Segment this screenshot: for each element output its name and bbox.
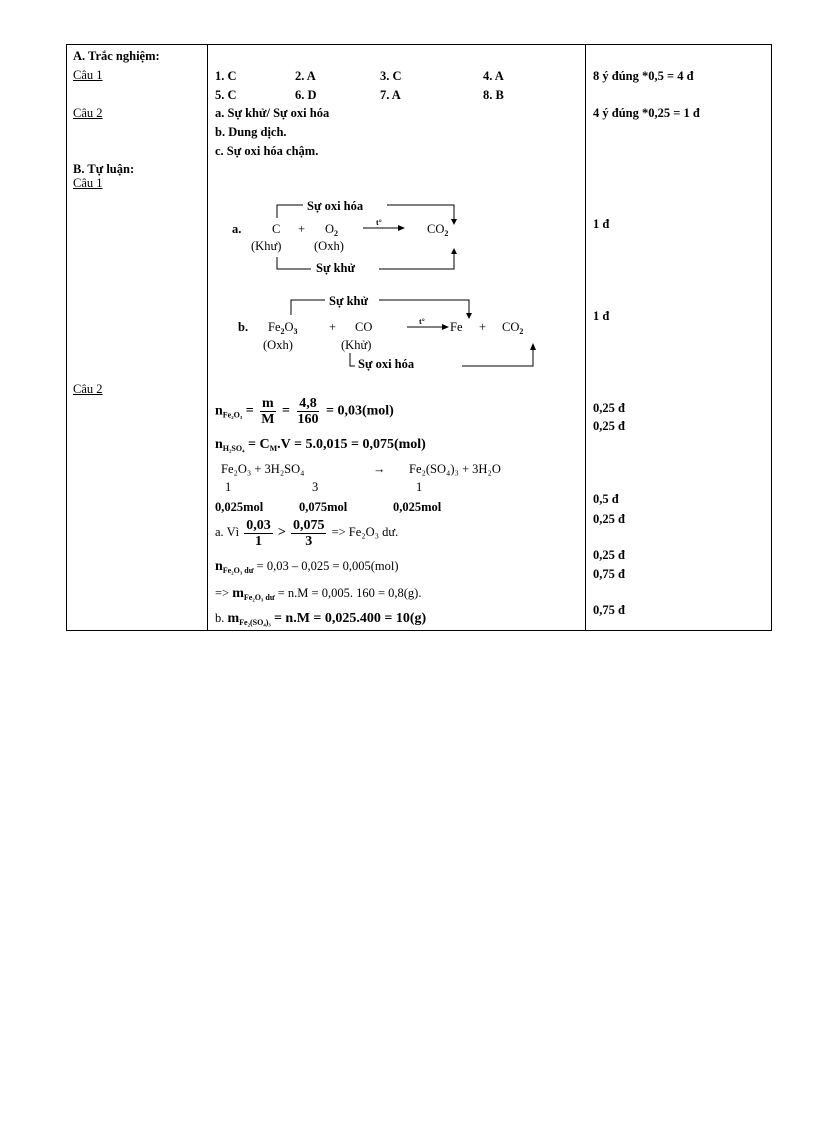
- calc-equation-right: Fe₂(SO₄)₃ + 3H₂O: [409, 462, 501, 476]
- reaction-b-fe2o3: $Fe_2O_3$: [268, 320, 298, 336]
- mc-answer: 4. A: [483, 69, 504, 83]
- calc-coef: 3: [312, 480, 319, 494]
- reaction-a-oxidation-label: Sự oxi hóa: [307, 199, 364, 213]
- score: 8 ý đúng *0,5 = 4 đ: [593, 69, 694, 83]
- reaction-b-plus: +: [329, 320, 337, 334]
- score: 0,25 đ: [593, 512, 625, 526]
- reaction-a-o2: $O_2$: [325, 222, 339, 238]
- reaction-a-khu: (Khư): [251, 239, 282, 253]
- score: 1 đ: [593, 309, 610, 323]
- section-a-cau1: Câu 1: [73, 68, 103, 82]
- reaction-a-co2: $CO_2$: [427, 222, 449, 238]
- score: 1 đ: [593, 217, 610, 231]
- calc-n-fe2o3: $n_{Fe_2O_3}$ = $\frac{m}{M}$ = $\frac{4,8}{160}$ = 0,03(mol): [215, 396, 394, 427]
- reaction-b-khu: (Khử): [341, 338, 372, 352]
- redox-arrows-b: [67, 45, 773, 632]
- calc-equation-arrow: →: [373, 462, 386, 476]
- calc-moles: 0,025mol: [393, 500, 442, 514]
- reaction-a-reduction-label: Sự khử: [316, 261, 355, 275]
- mc-answer: 1. C: [215, 69, 237, 83]
- calc-equation-left: Fe₂O₃ + 3H₂SO₄: [221, 462, 305, 476]
- calc-coef: 1: [416, 480, 423, 494]
- section-a-title: A. Trắc nghiệm:: [73, 49, 160, 63]
- reaction-b-co2: $CO_2$: [502, 320, 524, 336]
- score: 0,5 đ: [593, 492, 619, 506]
- reaction-b-heat: t°: [419, 317, 425, 326]
- mc-answer: 6. D: [295, 88, 317, 102]
- fill-answer: a. Sự khử/ Sự oxi hóa: [215, 106, 330, 120]
- mc-answer: 2. A: [295, 69, 316, 83]
- calc-moles: 0,025mol: [215, 500, 264, 514]
- score: 0,75 đ: [593, 567, 625, 581]
- fill-answer: b. Dung dịch.: [215, 125, 287, 139]
- score: 4 ý đúng *0,25 = 1 đ: [593, 106, 700, 120]
- score: 0,75 đ: [593, 603, 625, 617]
- answer-table: [66, 44, 772, 631]
- mc-answer: 3. C: [380, 69, 402, 83]
- reaction-b-prefix: b.: [238, 320, 249, 334]
- reaction-b-co: CO: [355, 320, 373, 334]
- fill-answer: c. Sự oxi hóa chậm.: [215, 144, 319, 158]
- calc-coef: 1: [225, 480, 232, 494]
- reaction-a-heat: t°: [376, 218, 382, 227]
- section-a-cau2: Câu 2: [73, 106, 103, 120]
- reaction-a-prefix: a.: [232, 222, 242, 236]
- calc-m-excess: => $m_{Fe_2O_3 dư} = n.M = 0,005$. 160 = 0,8(g).: [215, 586, 422, 602]
- reaction-b-plus-2: +: [479, 320, 487, 334]
- reaction-a-plus: +: [298, 222, 306, 236]
- section-b-cau2: Câu 2: [73, 382, 103, 396]
- mc-answer: 7. A: [380, 88, 401, 102]
- calc-excess-compare: a. Vì $\frac{0,03}{1}$ > $\frac{0,075}{3}$ => Fe₂O₃ dư.: [215, 517, 399, 549]
- calc-m-salt: b. $m_{Fe_2(SO_4)_3} = n.M = 0,025.400 = 10(g)$: [215, 611, 427, 627]
- section-b-title: B. Tự luận:: [73, 162, 135, 176]
- section-b-cau1: Câu 1: [73, 176, 103, 190]
- reaction-a-oxh: (Oxh): [314, 239, 344, 253]
- reaction-b-fe: Fe: [450, 320, 463, 334]
- mc-answer: 8. B: [483, 88, 504, 102]
- reaction-b-reduction-label: Sự khử: [329, 294, 368, 308]
- reaction-b-oxidation-label: Sự oxi hóa: [358, 357, 415, 371]
- reaction-b-oxh: (Oxh): [263, 338, 293, 352]
- reaction-a-c: C: [272, 222, 281, 236]
- score: 0,25 đ: [593, 548, 625, 562]
- score: 0,25 đ: [593, 419, 625, 433]
- calc-n-h2so4: $n_{H_2SO_4} = C_M.V = 5.0,015 = 0,075(mol)$: [215, 437, 426, 453]
- mc-answer: 5. C: [215, 88, 237, 102]
- calc-n-excess: $n_{Fe_2O_3 dư} = 0,03 - 0,025 = 0,005(mol)$: [215, 559, 399, 575]
- calc-moles: 0,075mol: [299, 500, 348, 514]
- score: 0,25 đ: [593, 401, 625, 415]
